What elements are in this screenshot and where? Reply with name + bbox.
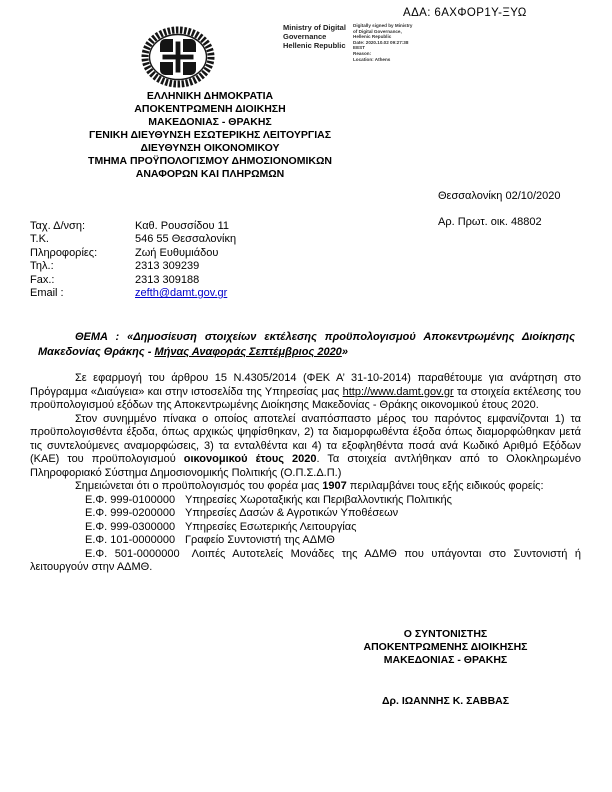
ada-number: ΑΔΑ: 6ΑΧΦΟΡ1Υ-ΞΥΩ <box>403 7 527 19</box>
subject-label: ΘΕΜΑ : <box>75 331 120 343</box>
contact-value: 2313 309188 <box>135 273 200 286</box>
paragraph-text: . Τα στοιχεία αντλήθηκαν από το Ολοκληρωμένο Πληροφοριακό Σύστημα Δημοσιονομικής Πολιτικής (Ο.Π.Σ.Δ.Π.) <box>30 453 581 479</box>
protocol-number: Αρ. Πρωτ. οικ. 48802 <box>438 216 542 228</box>
agency-name: Λοιπές Αυτοτελείς Μονάδες της ΑΔΜΘ που υπάγονται στο Συντονιστή ή λειτουργούν στην ΑΔΜΘ. <box>30 547 581 573</box>
contact-label: Τηλ.: <box>30 260 54 273</box>
agency-name: Γραφείο Συντονιστή της ΑΔΜΘ <box>185 534 335 546</box>
agency-code: Ε.Φ. 999-0100000 <box>85 493 176 506</box>
stamp-org-line: Hellenic Republic <box>283 41 346 50</box>
letterhead-line: ΑΠΟΚΕΝΤΡΩΜΕΝΗ ΔΙΟΙΚΗΣΗ <box>134 103 286 115</box>
agency-code: Ε.Φ. 999-0200000 <box>85 507 176 519</box>
contact-label: Πληροφορίες: <box>30 246 98 259</box>
contact-row-email <box>30 287 236 300</box>
signature-title-line: Ο ΣΥΝΤΟΝΙΣΤΗΣ <box>403 628 488 640</box>
contact-row <box>30 274 236 287</box>
letterhead-line: ΔΙΕΥΘΥΝΣΗ ΟΙΚΟΝΟΜΙΚΟΥ <box>140 142 280 154</box>
letterhead-line: ΑΝΑΦΟΡΩΝ ΚΑΙ ΠΛΗΡΩΜΩΝ <box>135 168 285 180</box>
agency-name: Υπηρεσίες Χωροταξικής και Περιβαλλοντικής Πολιτικής <box>185 493 452 506</box>
contact-label: Τ.Κ. <box>30 233 49 246</box>
agency-list-item <box>30 534 581 548</box>
website-link[interactable]: http://www.damt.gov.gr <box>342 385 454 398</box>
body-paragraph-1 <box>30 372 581 413</box>
stamp-detail-line: Date: 2020.10.02 09:27:38 <box>353 39 409 45</box>
paragraph-text: Σε εφαρμογή του άρθρου 15 Ν.4305/2014 (ΦΕΚ Α’ 31-10-2014) παραθέτουμε για ανάρτηση στο Πρόγραμμα «Διαύγεια» και στην ιστοσελίδα της Υπηρεσίας μας <box>30 372 581 398</box>
body-paragraph-3 <box>30 480 581 494</box>
letterhead-line: ΕΛΛΗΝΙΚΗ ΔΗΜΟΚΡΑΤΙΑ <box>146 90 274 102</box>
stamp-org-line: Ministry of Digital <box>283 23 346 32</box>
signature-title-line: ΑΠΟΚΕΝΤΡΩΜΕΝΗΣ ΔΙΟΙΚΗΣΗΣ <box>363 641 528 653</box>
stamp-details <box>353 23 445 62</box>
paragraph-text: τα στοιχεία εκτέλεσης του προϋπολογισμού εξόδων της Αποκεντρωμένης Διοίκησης Μακεδονίας - Θράκης οικονομικού έτους 2020. <box>30 385 581 411</box>
bold-entity-code: 1907 <box>322 480 347 492</box>
contact-row <box>30 247 236 260</box>
contact-value: 2313 309239 <box>135 260 200 273</box>
stamp-detail-line: Reason: <box>353 50 372 56</box>
subject-underlined-phrase: Μήνας Αναφοράς Σεπτέμβριος 2020 <box>154 346 342 358</box>
agency-list-item <box>30 507 581 521</box>
subject-close-quote: » <box>341 346 348 358</box>
contact-value: Καθ. Ρουσσίδου 11 <box>135 220 230 232</box>
digital-signature-stamp <box>283 23 445 62</box>
stamp-detail-line: of Digital Governance, <box>353 28 402 34</box>
contact-block <box>30 220 236 300</box>
agency-name: Υπηρεσίες Δασών & Αγροτικών Υποθέσεων <box>185 507 399 519</box>
paragraph-text: Σημειώνεται ότι ο προϋπολογισμός του φορέα μας <box>75 480 323 492</box>
agency-list-item <box>30 494 581 508</box>
subject-line <box>38 330 575 360</box>
signature-block <box>308 628 583 708</box>
greek-coat-of-arms-icon <box>141 26 215 88</box>
paragraph-text: Στον συνημμένο πίνακα ο οποίος αποτελεί αναπόσπαστο μέρος του παρόντος εμφανίζονται 1) τα προϋπολογισθέντα έξοδα, όπως αρχικώς ψηφίσθηκαν, 2) τα διαμορφωθέντα έξοδα όπως διαμορφώθηκαν μετά τις συντελούμενες αναμορφώσεις, 3) τα ενταλθέντα και 4) τα εξοφληθέντα ποσά ανά Κωδικό Αριθμό Εξόδων (ΚΑΕ) του προϋπολογισμού <box>30 412 581 465</box>
stamp-detail-line: Location: Athens <box>353 56 391 62</box>
email-link[interactable]: zefth@damt.gov.gr <box>135 287 228 300</box>
contact-label: Fax.: <box>30 273 55 286</box>
letter-body <box>30 372 581 575</box>
contact-row <box>30 260 236 273</box>
letterhead <box>20 90 400 181</box>
subject-text: «Δημοσίευση στοιχείων εκτέλεσης προϋπολογισμού Αποκεντρωμένης Διοίκησης Μακεδονίας Θράκης - <box>38 331 575 358</box>
contact-label: Ταχ. Δ/νση: <box>30 220 86 232</box>
contact-row <box>30 233 236 246</box>
contact-row <box>30 220 236 233</box>
paragraph-text: περιλαμβάνει τους εξής ειδικούς φορείς: <box>346 480 544 492</box>
bold-fiscal-year: οικονομικού έτους 2020 <box>183 453 317 465</box>
letterhead-line: ΤΜΗΜΑ ΠΡΟΫΠΟΛΟΓΙΣΜΟΥ ΔΗΜΟΣΙΟΝΟΜΙΚΩΝ <box>88 155 332 167</box>
contact-value: 546 55 Θεσσαλονίκη <box>135 233 237 246</box>
agency-list-item <box>30 521 581 535</box>
letterhead-line: ΓΕΝΙΚΗ ΔΙΕΥΘΥΝΣΗ ΕΣΩΤΕΡΙΚΗΣ ΛΕΙΤΟΥΡΓΙΑΣ <box>88 129 332 141</box>
city-date: Θεσσαλονίκη 02/10/2020 <box>438 190 561 202</box>
stamp-org <box>283 23 347 62</box>
stamp-detail-line: Digitally signed by Ministry <box>353 23 413 28</box>
email-label: Email : <box>30 287 64 300</box>
contact-value: Ζωή Ευθυμιάδου <box>135 246 219 259</box>
stamp-detail-line: EEST <box>353 45 365 51</box>
agency-name: Υπηρεσίες Εσωτερικής Λειτουργίας <box>185 520 357 533</box>
letterhead-line: ΜΑΚΕΔΟΝΙΑΣ - ΘΡΑΚΗΣ <box>148 116 272 128</box>
signatory-name: Δρ. ΙΩΑΝΝΗΣ Κ. ΣΑΒΒΑΣ <box>381 695 510 707</box>
signature-title-line: ΜΑΚΕΔΟΝΙΑΣ - ΘΡΑΚΗΣ <box>383 654 508 666</box>
agency-code: Ε.Φ. 101-0000000 <box>85 534 176 546</box>
agency-list-item <box>30 548 581 575</box>
stamp-org-line: Governance <box>283 32 327 41</box>
agency-code: Ε.Φ. 501-0000000 <box>85 547 180 560</box>
stamp-detail-line: Hellenic Republic <box>353 34 392 40</box>
body-paragraph-2 <box>30 413 581 481</box>
agency-code: Ε.Φ. 999-0300000 <box>85 520 176 533</box>
